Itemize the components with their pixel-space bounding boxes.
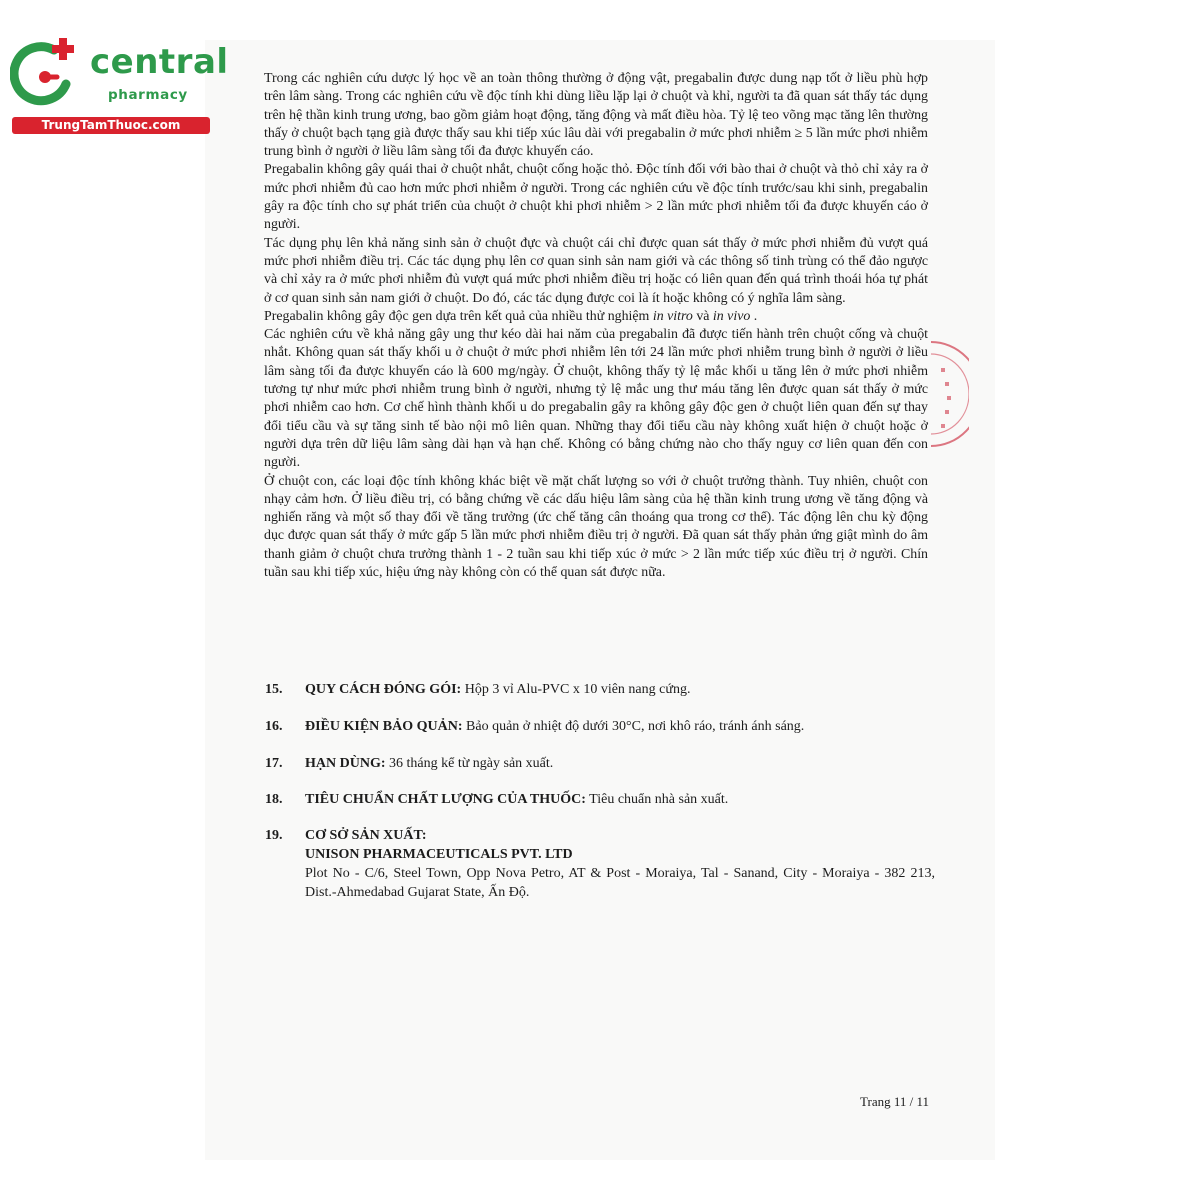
section-manufacturer: [265, 826, 935, 902]
section-storage: [265, 717, 804, 736]
central-pharmacy-logo[interactable]: [10, 38, 229, 138]
genotox-end: .: [750, 308, 758, 324]
red-seal-stamp-icon: [929, 338, 969, 450]
genotox-in-vivo: in vivo: [712, 308, 751, 324]
section-text: Bảo quản ở nhiệt độ dưới 30°C, nơi khô ráo, tránh ánh sáng.: [462, 719, 805, 734]
section-text: 36 tháng kể từ ngày sản xuất.: [385, 756, 554, 771]
document-body: [264, 70, 928, 582]
section-number: 18.: [265, 792, 283, 807]
section-heading: HẠN DÙNG:: [305, 756, 386, 771]
section-text: Hộp 3 vỉ Alu-PVC x 10 viên nang cứng.: [461, 682, 691, 697]
section-number: 17.: [265, 756, 283, 771]
brand-name: central: [90, 42, 229, 82]
section-heading: QUY CÁCH ĐÓNG GÓI:: [305, 682, 462, 697]
section-shelf-life: [265, 754, 553, 773]
section-heading: ĐIỀU KIỆN BẢO QUẢN:: [305, 719, 463, 734]
section-heading: CƠ SỞ SẢN XUẤT:: [305, 828, 427, 843]
genotox-and: và: [692, 308, 713, 324]
section-number: 16.: [265, 719, 283, 734]
paragraph-genotoxicity: [264, 308, 928, 326]
website-banner[interactable]: TrungTamThuoc.com: [12, 117, 210, 134]
genotox-text: Pregabalin không gây độc gen dựa trên kết quả của nhiều thử nghiệm: [264, 308, 653, 324]
section-quality-standard: [265, 790, 728, 809]
pharmacy-cross-logo-icon: [10, 38, 80, 108]
page-number: Trang 11 / 11: [860, 1094, 929, 1109]
section-heading: TIÊU CHUẨN CHẤT LƯỢNG CỦA THUỐC:: [305, 792, 586, 807]
paragraph-safety-pharmacology: Trong các nghiên cứu dược lý học về an toàn thông thường ở động vật, pregabalin được dung nạp tốt ở liều phù hợp trên lâm sàng. Trong các nghiên cứu về độc tính khi dùng liều lặp lại ở chuột và khỉ, người ta đã quan sát thấy tác dụng trên hệ thần kinh trung ương, bao gồm giảm hoạt động, tăng động và mất điều hòa. Tỷ lệ teo võng mạc tăng lên thường thấy ở chuột bạch tạng già được thấy sau khi tiếp xúc lâu dài với pregabalin ở mức phơi nhiễm ≥ 5 lần mức phơi nhiễm trung bình ở người ở liều lâm sàng tối đa được khuyến cáo.: [264, 71, 928, 160]
section-number: 19.: [265, 828, 283, 843]
manufacturer-address: Plot No - C/6, Steel Town, Opp Nova Petro, AT & Post - Moraiya, Tal - Sanand, City - Moraiya - 382 213, Dist.-Ahmedabad Gujarat State, Ấn Độ.: [305, 866, 935, 900]
genotox-in-vitro: in vitro: [652, 308, 693, 324]
manufacturer-name: UNISON PHARMACEUTICALS PVT. LTD: [305, 847, 573, 862]
paragraph-carcinogenicity: Các nghiên cứu về khả năng gây ung thư kéo dài hai năm của pregabalin đã được tiến hành trên chuột cống và chuột nhắt. Không quan sát thấy khối u ở chuột ở mức phơi nhiễm lên tới 24 lần mức phơi nhiễm trung bình ở người ở liều lâm sàng tối đa được khuyến cáo là 600 mg/ngày. Ở chuột, không thấy tỷ lệ mắc khối u tăng lên ở mức phơi nhiễm tương tự như mức phơi nhiễm trung bình ở người, nhưng tỷ lệ mắc ung thư máu tăng lên được quan sát thấy ở mức phơi nhiễm cao hơn. Cơ chế hình thành khối u do pregabalin gây ra không gây độc gen ở chuột liên quan đến sự thay đổi tiểu cầu và sự tăng sinh tế bào nội mô liên quan. Những thay đổi tiểu cầu này không xuất hiện ở chuột hoặc ở người dựa trên dữ liệu lâm sàng dài hạn và hạn chế. Không có bằng chứng nào cho thấy nguy cơ liên quan đến con người.: [264, 327, 928, 471]
paragraph-juvenile-toxicity: Ở chuột con, các loại độc tính không khác biệt về mặt chất lượng so với ở chuột trưởng thành. Tuy nhiên, chuột con nhạy cảm hơn. Ở liều điều trị, có bằng chứng về các dấu hiệu lâm sàng của hệ thần kinh trung ương về tăng động và nghiến răng và một số thay đổi về tăng trưởng (ức chế tăng cân thoáng qua trong cơ thể). Tác động lên chu kỳ động dục được quan sát thấy ở mức gấp 5 lần mức phơi nhiễm điều trị ở người. Đã quan sát thấy phản ứng giật mình do âm thanh giảm ở chuột chưa trưởng thành 1 - 2 tuần sau khi tiếp xúc ở mức > 2 lần mức tiếp xúc điều trị ở người. Chín tuần sau khi tiếp xúc, hiệu ứng này không còn có thể quan sát được nữa.: [264, 473, 928, 581]
paragraph-teratogenicity: Pregabalin không gây quái thai ở chuột nhắt, chuột cống hoặc thỏ. Độc tính đối với bào thai ở chuột và thỏ chỉ xảy ra ở mức phơi nhiễm đủ cao hơn mức phơi nhiễm ở người. Trong các nghiên cứu về độc tính trước/sau khi sinh, pregabalin gây ra độc tính cho sự phát triển của chuột ở chuột khi phơi nhiễm > 2 lần mức phơi nhiễm tối đa được khuyến cáo ở người.: [264, 162, 928, 233]
section-text: Tiêu chuẩn nhà sản xuất.: [585, 792, 729, 807]
paragraph-fertility: Tác dụng phụ lên khả năng sinh sản ở chuột đực và chuột cái chỉ được quan sát thấy ở mức phơi nhiễm đủ vượt quá mức phơi nhiễm điều trị. Các tác dụng phụ lên cơ quan sinh sản nam giới và các thông số tinh trùng có thể đảo ngược và chỉ xảy ra ở mức phơi nhiễm đủ vượt quá mức phơi nhiễm điều trị hoặc có liên quan đến quá trình thoái hóa tự phát ở cơ quan sinh sản nam giới ở chuột. Do đó, các tác dụng được coi là ít hoặc không có ý nghĩa lâm sàng.: [264, 235, 928, 306]
section-packaging: [265, 680, 690, 699]
brand-subtitle: pharmacy: [108, 87, 188, 103]
section-number: 15.: [265, 682, 283, 697]
